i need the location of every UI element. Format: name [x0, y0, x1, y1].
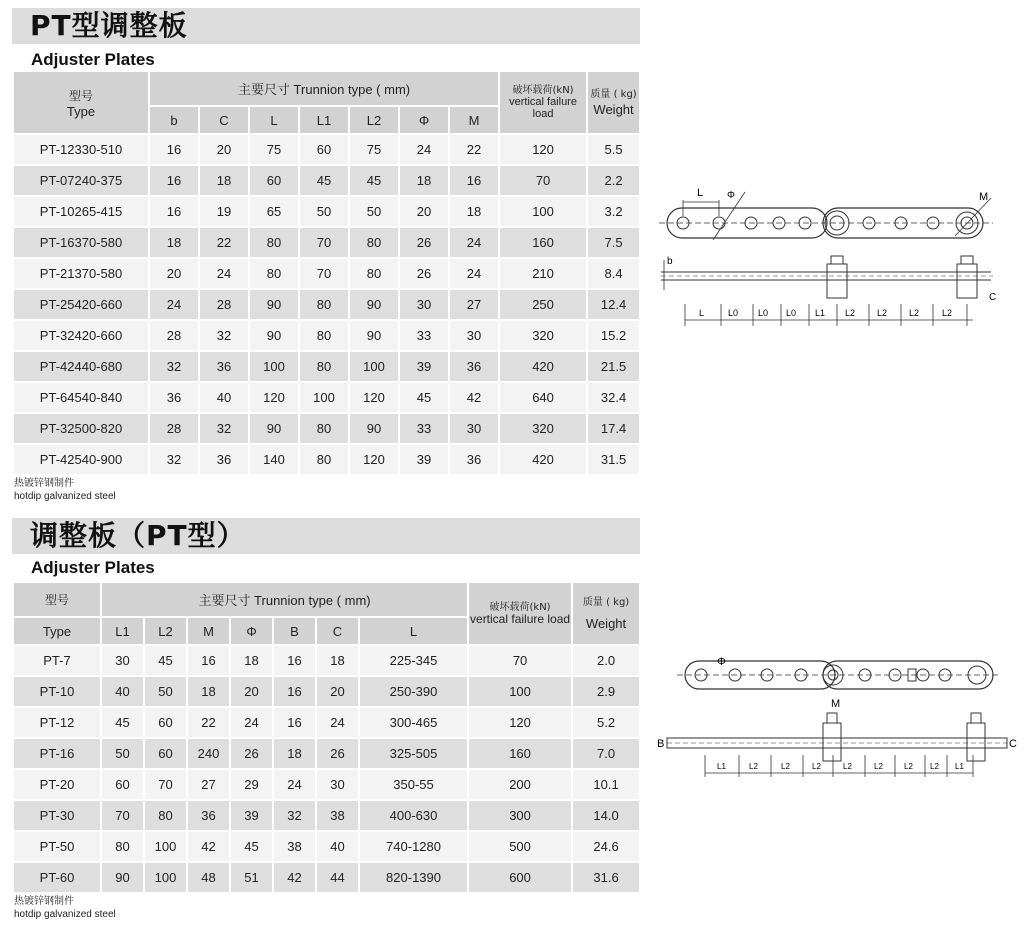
table-cell: 30 — [316, 769, 359, 800]
table-cell: 75 — [249, 134, 299, 165]
type-cell: PT-07240-375 — [14, 165, 149, 196]
M-label: M — [831, 698, 841, 710]
table-cell: 420 — [499, 444, 587, 475]
column-header: B — [273, 617, 316, 645]
table-cell: 50 — [101, 738, 144, 769]
table-cell: 16 — [273, 676, 316, 707]
table-cell: 33 — [399, 413, 449, 444]
table-cell: 45 — [101, 707, 144, 738]
table-cell: 24.6 — [572, 831, 640, 862]
table-row — [14, 196, 640, 227]
table-cell: 36 — [187, 800, 230, 831]
column-header: L1 — [101, 617, 144, 645]
table-cell: 200 — [468, 769, 572, 800]
table-cell: 22 — [187, 707, 230, 738]
table-cell: 160 — [468, 738, 572, 769]
table-row — [14, 738, 640, 769]
type-header-en: Type — [66, 103, 96, 119]
table-cell: 100 — [499, 196, 587, 227]
dimensions-group-header: 主要尺寸 Trunnion type ( mm) — [149, 72, 499, 106]
table-cell: 80 — [299, 320, 349, 351]
table-cell: 39 — [399, 444, 449, 475]
table-cell: 300 — [468, 800, 572, 831]
chain-L1-a: L1 — [717, 762, 726, 771]
chain-L2-d: L2 — [843, 762, 852, 771]
table-cell: 45 — [299, 165, 349, 196]
table-cell: 24 — [149, 289, 199, 320]
table-cell: 51 — [230, 862, 273, 893]
chain-L2-e: L2 — [874, 762, 883, 771]
section2-subtitle: Adjuster Plates — [31, 558, 155, 577]
table-cell: 100 — [349, 351, 399, 382]
column-header: Φ — [399, 106, 449, 134]
table-cell: 3.2 — [587, 196, 640, 227]
load-header — [499, 72, 587, 134]
table-cell: 7.5 — [587, 227, 640, 258]
table-cell: 17.4 — [587, 413, 640, 444]
section1-title-bar — [12, 8, 640, 44]
table-row — [14, 831, 640, 862]
table-cell: 16 — [273, 645, 316, 676]
table-row — [14, 862, 640, 893]
chain-L2-c: L2 — [812, 762, 821, 771]
weight-header-cn: 质量 ( kg) — [590, 88, 637, 100]
section1-note-en: hotdip galvanized steel — [14, 491, 116, 502]
table-cell: 15.2 — [587, 320, 640, 351]
table-cell: 80 — [144, 800, 187, 831]
table-cell: 36 — [449, 444, 499, 475]
table-cell: 400-630 — [359, 800, 468, 831]
table-row — [14, 444, 640, 475]
dim-chain-L2-d: L2 — [942, 308, 953, 318]
table-row — [14, 413, 640, 444]
table-cell: 30 — [449, 413, 499, 444]
table-cell: 2.0 — [572, 645, 640, 676]
load-header-en: vertical failure load — [470, 611, 571, 626]
table-cell: 80 — [249, 258, 299, 289]
chain-L2-a: L2 — [749, 762, 758, 771]
section2-note-cn: 热镀锌钢制件 — [14, 896, 74, 907]
table-cell: 32 — [199, 413, 249, 444]
phi-label: Φ — [717, 656, 726, 668]
table-cell: 70 — [468, 645, 572, 676]
table-cell: 320 — [499, 320, 587, 351]
table-cell: 24 — [449, 227, 499, 258]
column-header: M — [449, 106, 499, 134]
table-cell: 70 — [299, 227, 349, 258]
table-cell: 80 — [299, 444, 349, 475]
table-cell: 80 — [101, 831, 144, 862]
type-cell: PT-16 — [14, 738, 101, 769]
chain-L2-f: L2 — [904, 762, 913, 771]
column-header: L2 — [144, 617, 187, 645]
table-cell: 39 — [230, 800, 273, 831]
type-cell: PT-7 — [14, 645, 101, 676]
table-row — [14, 320, 640, 351]
table-cell: 36 — [149, 382, 199, 413]
table-cell: 500 — [468, 831, 572, 862]
table-cell: 120 — [349, 382, 399, 413]
table-cell: 60 — [299, 134, 349, 165]
table-cell: 60 — [101, 769, 144, 800]
table-cell: 32 — [199, 320, 249, 351]
weight-header — [572, 583, 640, 645]
table-cell: 80 — [299, 413, 349, 444]
dim-chain-L0-c: L0 — [786, 308, 797, 318]
dim-C-label: C — [989, 292, 997, 303]
type-header-cn: 型号 — [68, 88, 93, 103]
table-cell: 20 — [316, 676, 359, 707]
type-cell: PT-32420-660 — [14, 320, 149, 351]
table-cell: 70 — [299, 258, 349, 289]
type-header — [14, 72, 149, 134]
column-header: L1 — [299, 106, 349, 134]
table-cell: 36 — [199, 444, 249, 475]
type-cell: PT-50 — [14, 831, 101, 862]
table-cell: 18 — [399, 165, 449, 196]
dim-b-label: b — [667, 256, 673, 267]
C-label: C — [1009, 738, 1017, 750]
table-cell: 20 — [230, 676, 273, 707]
table-cell: 36 — [449, 351, 499, 382]
table-row — [14, 769, 640, 800]
table-cell: 740-1280 — [359, 831, 468, 862]
table-cell: 42 — [273, 862, 316, 893]
dim-chain-L2-a: L2 — [845, 308, 856, 318]
weight-header — [587, 72, 640, 134]
table-cell: 38 — [273, 831, 316, 862]
weight-header-en: Weight — [593, 101, 634, 117]
table-cell: 18 — [449, 196, 499, 227]
table-cell: 28 — [199, 289, 249, 320]
type-cell: PT-20 — [14, 769, 101, 800]
table-cell: 30 — [399, 289, 449, 320]
table-cell: 36 — [199, 351, 249, 382]
table-row — [14, 258, 640, 289]
table-cell: 24 — [230, 707, 273, 738]
B-label: B — [657, 738, 665, 750]
type-cell: PT-42440-680 — [14, 351, 149, 382]
table-cell: 100 — [144, 831, 187, 862]
table-cell: 48 — [187, 862, 230, 893]
table-cell: 24 — [449, 258, 499, 289]
table-cell: 120 — [468, 707, 572, 738]
table-cell: 40 — [316, 831, 359, 862]
table-cell: 90 — [101, 862, 144, 893]
load-header — [468, 583, 572, 645]
table-cell: 250-390 — [359, 676, 468, 707]
table-cell: 300-465 — [359, 707, 468, 738]
type-cell: PT-16370-580 — [14, 227, 149, 258]
table-cell: 16 — [273, 707, 316, 738]
table-cell: 60 — [249, 165, 299, 196]
section2-table — [14, 583, 641, 894]
table-cell: 20 — [149, 258, 199, 289]
type-cell: PT-25420-660 — [14, 289, 149, 320]
table-cell: 16 — [149, 196, 199, 227]
table-cell: 27 — [187, 769, 230, 800]
type-cell: PT-42540-900 — [14, 444, 149, 475]
table-cell: 32 — [149, 444, 199, 475]
table-cell: 18 — [187, 676, 230, 707]
table-cell: 50 — [349, 196, 399, 227]
table-cell: 225-345 — [359, 645, 468, 676]
table-cell: 40 — [199, 382, 249, 413]
chain-L2-g: L2 — [930, 762, 939, 771]
dim-chain-L: L — [699, 308, 705, 318]
dim-chain-L2-b: L2 — [877, 308, 888, 318]
table-cell: 90 — [349, 413, 399, 444]
dim-M-label: M — [979, 191, 989, 203]
table-cell: 18 — [316, 645, 359, 676]
table-cell: 820-1390 — [359, 862, 468, 893]
table-cell: 90 — [249, 413, 299, 444]
table-cell: 10.1 — [572, 769, 640, 800]
table-cell: 30 — [449, 320, 499, 351]
table-cell: 120 — [499, 134, 587, 165]
table-row — [14, 800, 640, 831]
table-cell: 31.6 — [572, 862, 640, 893]
table-cell: 80 — [299, 351, 349, 382]
table-cell: 29 — [230, 769, 273, 800]
column-header: Φ — [230, 617, 273, 645]
table-cell: 18 — [230, 645, 273, 676]
load-header-en: vertical failure load — [509, 96, 577, 120]
type-cell: PT-30 — [14, 800, 101, 831]
load-header-cn: 破坏载荷(kN) — [489, 601, 551, 613]
table-cell: 75 — [349, 134, 399, 165]
table-cell: 90 — [249, 320, 299, 351]
table-cell: 19 — [199, 196, 249, 227]
dimensions-group-header: 主要尺寸 Trunnion type ( mm) — [101, 583, 468, 617]
table-row — [14, 289, 640, 320]
table-cell: 45 — [399, 382, 449, 413]
table-cell: 28 — [149, 413, 199, 444]
table-cell: 70 — [101, 800, 144, 831]
table-cell: 7.0 — [572, 738, 640, 769]
table-cell: 44 — [316, 862, 359, 893]
table-cell: 45 — [349, 165, 399, 196]
table-cell: 45 — [230, 831, 273, 862]
table-cell: 14.0 — [572, 800, 640, 831]
column-header: L — [249, 106, 299, 134]
weight-header-en: Weight — [585, 615, 627, 631]
table-row — [14, 227, 640, 258]
table-cell: 40 — [101, 676, 144, 707]
dim-chain-L0-b: L0 — [758, 308, 769, 318]
table-cell: 45 — [144, 645, 187, 676]
table-cell: 26 — [316, 738, 359, 769]
column-header: C — [316, 617, 359, 645]
table-cell: 24 — [273, 769, 316, 800]
table-cell: 16 — [149, 165, 199, 196]
table-cell: 640 — [499, 382, 587, 413]
table-cell: 80 — [249, 227, 299, 258]
table-cell: 5.5 — [587, 134, 640, 165]
table-cell: 250 — [499, 289, 587, 320]
dim-phi-label: Φ — [727, 190, 735, 201]
dim-chain-L1: L1 — [815, 308, 826, 318]
table-cell: 26 — [399, 258, 449, 289]
table-cell: 350-55 — [359, 769, 468, 800]
table-cell: 33 — [399, 320, 449, 351]
table-cell: 32 — [273, 800, 316, 831]
type-header-cn-cell — [14, 583, 101, 617]
table-row — [14, 351, 640, 382]
table-cell: 120 — [249, 382, 299, 413]
table-cell: 420 — [499, 351, 587, 382]
type-cell: PT-12 — [14, 707, 101, 738]
table-cell: 240 — [187, 738, 230, 769]
column-header: b — [149, 106, 199, 134]
type-cell: PT-12330-510 — [14, 134, 149, 165]
weight-header-cn: 质量 ( kg) — [582, 596, 630, 608]
table-cell: 39 — [399, 351, 449, 382]
table-cell: 31.5 — [587, 444, 640, 475]
dim-L-label: L — [697, 187, 704, 199]
table-cell: 80 — [349, 258, 399, 289]
table-cell: 30 — [101, 645, 144, 676]
table-cell: 600 — [468, 862, 572, 893]
section2-note-en: hotdip galvanized steel — [14, 909, 116, 920]
type-cell: PT-10265-415 — [14, 196, 149, 227]
table-row — [14, 707, 640, 738]
dim-chain-L2-c: L2 — [909, 308, 920, 318]
column-header: L2 — [349, 106, 399, 134]
column-header: L — [359, 617, 468, 645]
table-row — [14, 645, 640, 676]
table-cell: 8.4 — [587, 258, 640, 289]
column-header: M — [187, 617, 230, 645]
column-header: C — [199, 106, 249, 134]
table-cell: 22 — [449, 134, 499, 165]
table-cell: 26 — [230, 738, 273, 769]
table-cell: 100 — [144, 862, 187, 893]
chain-L2-b: L2 — [781, 762, 790, 771]
type-header-en: Type — [14, 617, 101, 645]
table-cell: 12.4 — [587, 289, 640, 320]
table-cell: 24 — [399, 134, 449, 165]
table-cell: 210 — [499, 258, 587, 289]
table-cell: 16 — [187, 645, 230, 676]
table-cell: 16 — [449, 165, 499, 196]
table-cell: 160 — [499, 227, 587, 258]
table-cell: 50 — [144, 676, 187, 707]
type-cell: PT-60 — [14, 862, 101, 893]
table-row — [14, 676, 640, 707]
table-cell: 2.2 — [587, 165, 640, 196]
table-cell: 20 — [399, 196, 449, 227]
type-cell: PT-32500-820 — [14, 413, 149, 444]
table-cell: 100 — [468, 676, 572, 707]
table-cell: 140 — [249, 444, 299, 475]
section2-drawing — [655, 655, 1020, 780]
type-cell: PT-10 — [14, 676, 101, 707]
table-cell: 24 — [199, 258, 249, 289]
table-cell: 32 — [149, 351, 199, 382]
table-cell: 16 — [149, 134, 199, 165]
table-cell: 100 — [299, 382, 349, 413]
table-cell: 21.5 — [587, 351, 640, 382]
table-cell: 70 — [499, 165, 587, 196]
table-cell: 90 — [349, 289, 399, 320]
chain-L1-b: L1 — [955, 762, 964, 771]
table-cell: 325-505 — [359, 738, 468, 769]
table-cell: 50 — [299, 196, 349, 227]
table-cell: 20 — [199, 134, 249, 165]
type-cell: PT-64540-840 — [14, 382, 149, 413]
section2-title: 调整板（PT型） — [30, 519, 246, 552]
table-cell: 5.2 — [572, 707, 640, 738]
table-row — [14, 382, 640, 413]
section2-title-bar — [12, 518, 640, 554]
table-cell: 70 — [144, 769, 187, 800]
table-cell: 24 — [316, 707, 359, 738]
table-cell: 65 — [249, 196, 299, 227]
section1-table — [14, 72, 641, 476]
table-cell: 26 — [399, 227, 449, 258]
table-cell: 90 — [349, 320, 399, 351]
table-cell: 120 — [349, 444, 399, 475]
table-cell: 80 — [349, 227, 399, 258]
table-cell: 80 — [299, 289, 349, 320]
table-cell: 60 — [144, 707, 187, 738]
table-row — [14, 134, 640, 165]
table-cell: 100 — [249, 351, 299, 382]
table-cell: 320 — [499, 413, 587, 444]
table-row — [14, 165, 640, 196]
type-header-cn: 型号 — [44, 593, 69, 607]
table-cell: 42 — [187, 831, 230, 862]
table-cell: 18 — [273, 738, 316, 769]
table-cell: 32.4 — [587, 382, 640, 413]
section1-title: PT型调整板 — [30, 9, 188, 42]
section1-note-cn: 热镀锌钢制件 — [14, 478, 74, 489]
table-cell: 18 — [199, 165, 249, 196]
table-cell: 28 — [149, 320, 199, 351]
table-cell: 90 — [249, 289, 299, 320]
dim-chain-L0-a: L0 — [728, 308, 739, 318]
section1-subtitle: Adjuster Plates — [31, 50, 155, 69]
table-cell: 22 — [199, 227, 249, 258]
table-cell: 60 — [144, 738, 187, 769]
table-cell: 2.9 — [572, 676, 640, 707]
table-cell: 38 — [316, 800, 359, 831]
type-cell: PT-21370-580 — [14, 258, 149, 289]
section1-drawing — [655, 180, 1000, 340]
table-cell: 42 — [449, 382, 499, 413]
table-cell: 27 — [449, 289, 499, 320]
load-header-cn: 破坏载荷(kN) — [512, 85, 574, 96]
table-cell: 18 — [149, 227, 199, 258]
